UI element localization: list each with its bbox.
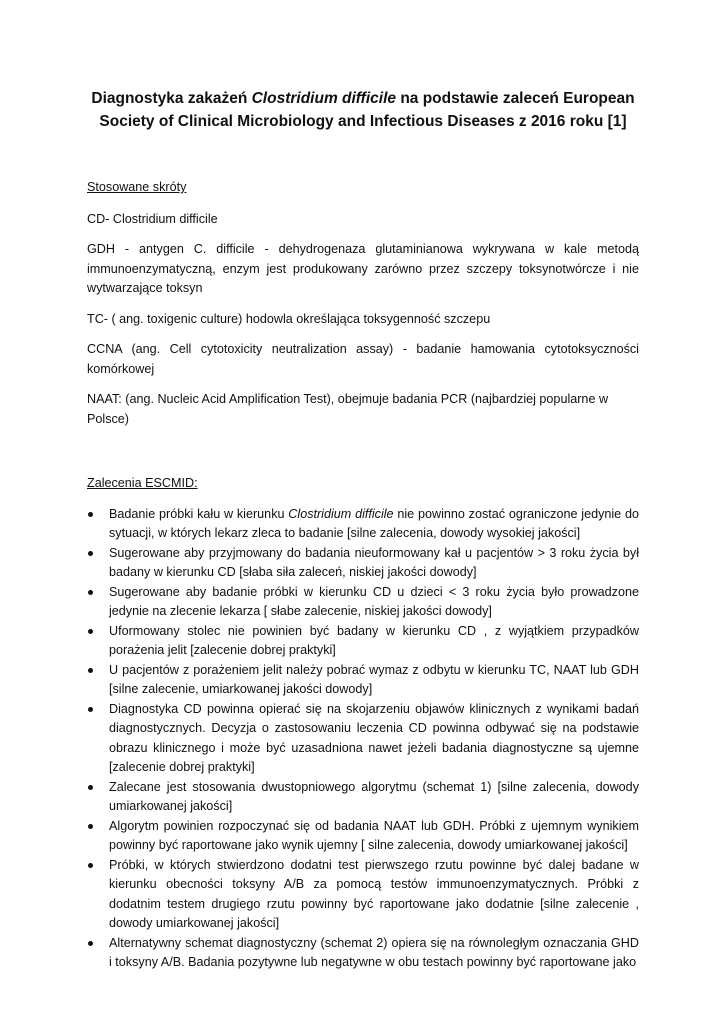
list-item: Algorytm powinien rozpoczynać się od badania NAAT lub GDH. Próbki z ujemnym wynikiem powinny być raportowane jako wynik ujemny [ silne zalecenia, dowody umiarkowanej jakości]: [87, 817, 639, 856]
list-item: U pacjentów z porażeniem jelit należy pobrać wymaz z odbytu w kierunku TC, NAAT lub GDH [silne zalecenie, umiarkowanej jakości dowody]: [87, 661, 639, 700]
bullet-icon: [88, 785, 93, 790]
abbreviation-ccna: CCNA (ang. Cell cytotoxicity neutralization assay) - badanie hamowania cytotoksyczności komórkowej: [87, 342, 639, 376]
bullet-icon: [88, 512, 93, 517]
bullet-icon: [88, 590, 93, 595]
list-item: Badanie próbki kału w kierunku Clostridium difficile nie powinno zostać ograniczone jedynie do sytuacji, w których lekarz zleca to badanie [silne zalecenia, dowody wysokiej jakości]: [87, 505, 639, 544]
title-italic-species: Clostridium difficile: [251, 90, 397, 107]
abbreviations-heading: Stosowane skróty: [87, 180, 187, 194]
title-line-2: Society of Clinical Microbiology and Infectious Diseases z 2016 roku [1]: [99, 113, 627, 130]
list-item: Próbki, w których stwierdzono dodatni test pierwszego rzutu powinne być dalej badane w kierunku obecności toksyny A/B za pomocą testów immunoenzymatycznych. Próbki z dodatnim testem drugiego rzutu powinny być raportowane jako dodatnie [silne zalecenie , dowody umiarkowanej jakości]: [87, 856, 639, 934]
bullet-icon: [88, 551, 93, 556]
list-item: Sugerowane aby przyjmowany do badania nieuformowany kał u pacjentów > 3 roku życia był badany w kierunku CD [słaba siła zaleceń, niskiej jakości dowody]: [87, 544, 639, 583]
list-item: Sugerowane aby badanie próbki w kierunku CD u dzieci < 3 roku życia było prowadzone jedynie na zlecenie lekarza [ słabe zalecenie, niskiej jakości dowody]: [87, 583, 639, 622]
bullet-icon: [88, 668, 93, 673]
bullet-icon: [88, 707, 93, 712]
title-line-1: [88, 87, 638, 110]
list-item: Alternatywny schemat diagnostyczny (schemat 2) opiera się na równoległym oznaczania GHD i toksyny A/B. Badania pozytywne lub negatywne w obu testach powinny być raportowane jako: [87, 934, 639, 973]
abbreviation-cd: CD- Clostridium difficile: [87, 211, 218, 226]
abbreviation-gdh: GDH - antygen C. difficile - dehydrogenaza glutaminianowa wykrywana w kale metodą immunoenzymatyczną, enzym jest produkowany zarówno przez szczepy toksynotwórcze i nie wytwarzające toksyn: [87, 242, 639, 295]
recommendations-list: [87, 505, 639, 973]
recommendations-heading: Zalecenia ESCMID:: [87, 476, 198, 490]
title-text-part-2: na podstawie zaleceń European: [396, 90, 635, 107]
title-text-part-1: Diagnostyka zakażeń: [91, 90, 252, 107]
document-body: [87, 178, 639, 973]
bullet-icon: [88, 629, 93, 634]
list-item: Zalecane jest stosowania dwustopniowego algorytmu (schemat 1) [silne zalecenia, dowody umiarkowanej jakości]: [87, 778, 639, 817]
document-title: [88, 87, 638, 133]
abbreviation-naat: NAAT: (ang. Nucleic Acid Amplification Test), obejmuje badania PCR (najbardziej popularne w Polsce): [87, 392, 609, 426]
abbreviation-tc: TC- ( ang. toxigenic culture) hodowla określająca toksygenność szczepu: [87, 311, 491, 326]
bullet-icon: [88, 824, 93, 829]
bullet-icon: [88, 941, 93, 946]
bullet-icon: [88, 863, 93, 868]
list-item: Uformowany stolec nie powinien być badany w kierunku CD , z wyjątkiem przypadków porażenia jelit [zalecenie dobrej praktyki]: [87, 622, 639, 661]
list-item: Diagnostyka CD powinna opierać się na skojarzeniu objawów klinicznych z wynikami badań diagnostycznych. Decyzja o zastosowaniu leczenia CD powinna odbywać się na podstawie obrazu klinicznego i może być uzasadniona nawet jeżeli badania diagnostyczne są ujemne [zalecenie dobrej praktyki]: [87, 700, 639, 778]
